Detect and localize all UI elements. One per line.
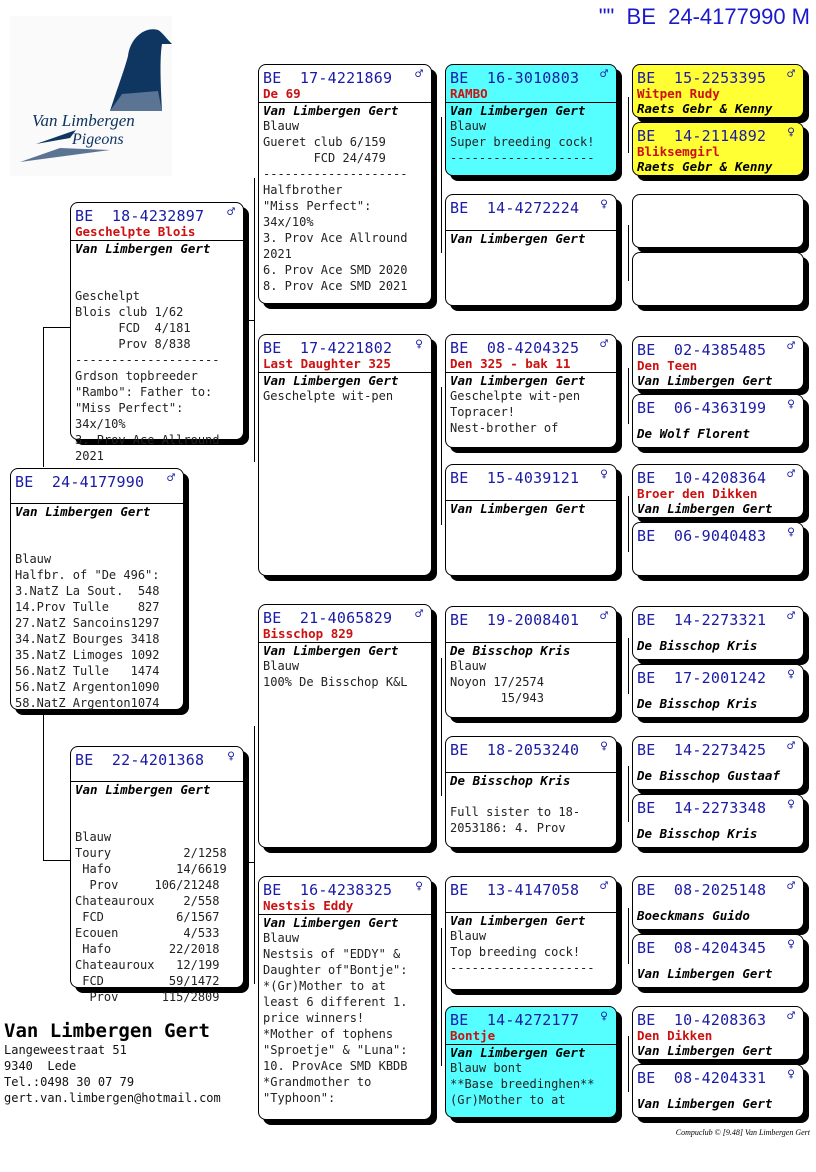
- ancestor-card-gen3-5[interactable]: [445, 606, 617, 718]
- female-icon: ♀: [787, 797, 795, 812]
- ring-number: BE 06-4363199: [637, 399, 767, 417]
- male-icon: ♂: [600, 609, 608, 624]
- male-icon: ♂: [787, 879, 795, 894]
- owner: Van Limbergen Gert: [637, 1043, 773, 1058]
- connector: [43, 327, 71, 328]
- ring-number: BE 18-4232897: [75, 207, 205, 225]
- pigeon-name: Den 325 - bak 11: [450, 356, 571, 371]
- ring-number: BE 08-4204331: [637, 1069, 767, 1087]
- male-icon: ♂: [600, 337, 608, 352]
- female-icon: ♀: [787, 1067, 795, 1082]
- owner: De Bisschop Kris: [637, 826, 758, 841]
- pigeon-name: Bisschop 829: [263, 626, 354, 641]
- svg-text:Van Limbergen: Van Limbergen: [32, 111, 135, 130]
- owner: Van Limbergen Gert: [263, 103, 399, 118]
- city: 9340 Lede: [4, 1059, 77, 1073]
- ancestor-card-gen3-6[interactable]: [445, 736, 617, 848]
- svg-text:Pigeons: Pigeons: [72, 131, 124, 148]
- male-icon: ♂: [787, 67, 795, 82]
- ancestor-card-gen4-11[interactable]: [632, 736, 804, 790]
- female-icon: ♀: [415, 337, 423, 352]
- pigeon-name: Bliksemgirl: [637, 144, 720, 159]
- ring-number: BE 19-2008401: [450, 611, 580, 629]
- ring-number: BE 02-4385485: [637, 341, 767, 359]
- ancestor-card-gen4-3-empty[interactable]: [632, 194, 804, 248]
- notes: Geschelpte wit-pen Topracer! Nest-brother of: [450, 389, 581, 435]
- connector: [628, 908, 629, 964]
- ring-number: BE 08-4204345: [637, 939, 767, 957]
- owner: De Bisschop Gustaaf: [637, 768, 780, 783]
- owner: Van Limbergen Gert: [637, 1096, 773, 1111]
- grandsire-maternal-card[interactable]: [258, 604, 432, 848]
- connector: [244, 320, 254, 321]
- ring-number: BE 21-4065829: [263, 609, 393, 627]
- pigeon-name: RAMBO: [450, 86, 488, 101]
- notes: Blauw Gueret club 6/159 FCD 24/479 -------------------- Halfbrother "Miss Perfect": 34x/10% 3. Prov Ace Allround 2021 6. Prov Ace SMD 2020 8. Prov Ace SMD 2021: [263, 119, 408, 293]
- connector: [43, 327, 44, 467]
- notes: Blauw Super breeding cock! --------------------: [450, 119, 595, 165]
- ring-number: BE 08-2025148: [637, 881, 767, 899]
- ancestor-card-gen3-3[interactable]: [445, 334, 617, 448]
- ring-number: BE 17-4221802: [263, 339, 393, 357]
- ancestor-card-gen3-2[interactable]: [445, 194, 617, 306]
- owner: Van Limbergen Gert: [75, 241, 211, 256]
- connector: [628, 766, 629, 822]
- pigeon-name: Last Daughter 325: [263, 356, 391, 371]
- ancestor-card-gen4-15[interactable]: [632, 1006, 804, 1060]
- pigeon-name: Den Dikken: [637, 1028, 713, 1043]
- owner: Van Limbergen Gert: [450, 1045, 586, 1060]
- male-icon: ♂: [415, 607, 423, 622]
- owner: Van Limbergen Gert: [450, 913, 586, 928]
- software-credit: Compuclub © [9.48] Van Limbergen Gert: [675, 1128, 810, 1137]
- ring-number: BE 16-4238325: [263, 881, 393, 899]
- owner: Van Limbergen Gert: [450, 373, 586, 388]
- connector: [244, 862, 254, 863]
- subject-card[interactable]: [10, 468, 184, 710]
- connector: [43, 860, 71, 861]
- female-icon: ♀: [600, 467, 608, 482]
- phone: Tel.:0498 30 07 79: [4, 1075, 135, 1089]
- grandsire-paternal-card[interactable]: [258, 64, 432, 304]
- ancestor-card-gen4-6[interactable]: [632, 394, 804, 448]
- female-icon: ♀: [600, 739, 608, 754]
- pigeon-name: Broer den Dikken: [637, 486, 758, 501]
- ring-number: BE 14-2273425: [637, 741, 767, 759]
- connector: [628, 496, 629, 552]
- ring-number: BE 15-4039121: [450, 469, 580, 487]
- ancestor-card-gen3-4[interactable]: [445, 464, 617, 576]
- breeder-contact: [4, 1020, 221, 1106]
- address: Langeweestraat 51: [4, 1043, 127, 1057]
- ring-number: BE 17-2001242: [637, 669, 767, 687]
- female-icon: ♀: [787, 525, 795, 540]
- male-icon: ♂: [787, 1009, 795, 1024]
- male-icon: ♂: [167, 471, 175, 486]
- owner: Van Limbergen Gert: [450, 103, 586, 118]
- female-icon: ♀: [787, 397, 795, 412]
- ring-number: BE 17-4221869: [263, 69, 393, 87]
- owner: Raets Gebr & Kenny: [637, 101, 773, 116]
- ancestor-card-gen4-2[interactable]: [632, 122, 804, 176]
- ancestor-card-gen4-10[interactable]: [632, 664, 804, 718]
- male-icon: ♂: [787, 339, 795, 354]
- ancestor-card-gen4-12[interactable]: [632, 794, 804, 848]
- owner: De Bisschop Kris: [637, 696, 758, 711]
- connector: [628, 368, 629, 424]
- ring-number: BE 10-4208363: [637, 1011, 767, 1029]
- pigeon-name: De 69: [263, 86, 301, 101]
- connector: [254, 178, 255, 462]
- granddam-paternal-card[interactable]: [258, 334, 432, 576]
- female-icon: ♀: [227, 749, 235, 764]
- ring-number: BE 14-2114892: [637, 127, 767, 145]
- breeder-name: Van Limbergen Gert: [4, 1020, 210, 1042]
- ring-number: BE 18-2053240: [450, 741, 580, 759]
- owner: De Wolf Florent: [637, 426, 750, 441]
- ancestor-card-gen4-4-empty[interactable]: [632, 252, 804, 306]
- connector: [628, 1036, 629, 1092]
- connector: [254, 726, 255, 984]
- ring-number: BE 06-9040483: [637, 527, 767, 545]
- sire-notes: Geschelpt Blois club 1/62 FCD 4/181 Prov 8/838 -------------------- Grdson topbreeder "Rambo": Father to: "Miss Perfect": 34x/10% 3. Prov Ace Allround 2021: [75, 289, 220, 463]
- female-icon: ♀: [787, 937, 795, 952]
- owner: Van Limbergen Gert: [263, 373, 399, 388]
- dam-card[interactable]: [70, 746, 244, 1004]
- ring-number: BE 14-4272177: [450, 1011, 580, 1029]
- connector: [628, 638, 629, 694]
- male-icon: ♂: [787, 609, 795, 624]
- dam-notes: Blauw Toury 2/1258 Hafo 14/6619 Prov 106/21248 Chateauroux 2/558 FCD 6/1567 Ecouen 4/533 Hafo 22/2018 Chateauroux 12/199 FCD 59/1472 Prov 115/2809: [75, 830, 227, 1004]
- ring-number: BE 10-4208364: [637, 469, 767, 487]
- ancestor-card-gen3-8[interactable]: [445, 1006, 617, 1118]
- notes: Full sister to 18- 2053186: 4. Prov: [450, 805, 581, 835]
- owner: Van Limbergen Gert: [15, 504, 151, 519]
- notes: Blauw Top breeding cock! --------------------: [450, 929, 595, 975]
- sire-card[interactable]: [70, 202, 244, 463]
- ring-number: BE 24-4177990: [15, 473, 145, 491]
- owner: Van Limbergen Gert: [450, 231, 586, 246]
- connector: [441, 928, 442, 1066]
- owner: Van Limbergen Gert: [263, 643, 399, 658]
- male-icon: ♂: [600, 67, 608, 82]
- connector: [441, 117, 442, 253]
- notes: Blauw Nestsis of "EDDY" & Daughter of"Bontje": *(Gr)Mother to at least 6 different 1. price winners! *Mother of tophens "Sproetje" & "Luna": 10. ProvAce SMD KBDB *Grandmother to "Typhoon":: [263, 931, 408, 1105]
- ancestor-card-gen4-7[interactable]: [632, 464, 804, 518]
- female-icon: ♀: [600, 1009, 608, 1024]
- ring-number: BE 08-4204325: [450, 339, 580, 357]
- ancestor-card-gen4-5[interactable]: [632, 336, 804, 390]
- notes: Geschelpte wit-pen: [263, 389, 394, 403]
- logo: [10, 16, 172, 176]
- pedigree-title: "" BE 24-4177990 M: [598, 4, 810, 29]
- owner: De Bisschop Kris: [637, 638, 758, 653]
- owner: Van Limbergen Gert: [637, 373, 773, 388]
- female-icon: ♀: [415, 879, 423, 894]
- owner: Van Limbergen Gert: [450, 501, 586, 516]
- pigeon-name: Bontje: [450, 1028, 496, 1043]
- ring-number: BE 22-4201368: [75, 751, 205, 769]
- connector: [441, 658, 442, 796]
- ring-number: BE 14-2273321: [637, 611, 767, 629]
- notes: Blauw 100% De Bisschop K&L: [263, 659, 408, 689]
- owner: De Bisschop Kris: [450, 773, 571, 788]
- email[interactable]: gert.van.limbergen@hotmail.com: [4, 1091, 221, 1105]
- ancestor-card-gen4-13[interactable]: [632, 876, 804, 930]
- connector: [628, 97, 629, 153]
- owner: Van Limbergen Gert: [75, 782, 211, 797]
- pigeon-name: Geschelpte Blois: [75, 224, 196, 239]
- male-icon: ♂: [787, 467, 795, 482]
- owner: Van Limbergen Gert: [263, 915, 399, 930]
- ring-number: BE 16-3010803: [450, 69, 580, 87]
- male-icon: ♂: [227, 205, 235, 220]
- pigeon-name: Den Teen: [637, 358, 698, 373]
- ancestor-card-gen4-16[interactable]: [632, 1064, 804, 1118]
- ring-number: BE 14-4272224: [450, 199, 580, 217]
- ring-number: BE 13-4147058: [450, 881, 580, 899]
- owner: Raets Gebr & Kenny: [637, 159, 773, 174]
- ancestor-card-gen4-8[interactable]: [632, 522, 804, 576]
- owner: Van Limbergen Gert: [637, 501, 773, 516]
- ring-number: BE 15-2253395: [637, 69, 767, 87]
- pigeon-name: Witpen Rudy: [637, 86, 720, 101]
- ancestor-card-gen4-9[interactable]: [632, 606, 804, 660]
- pigeon-name: Nestsis Eddy: [263, 898, 354, 913]
- female-icon: ♀: [600, 197, 608, 212]
- female-icon: ♀: [787, 125, 795, 140]
- ancestor-card-gen4-14[interactable]: [632, 934, 804, 988]
- notes: Blauw bont **Base breedinghen** (Gr)Mother to at: [450, 1061, 595, 1107]
- ancestor-card-gen3-7[interactable]: [445, 876, 617, 990]
- notes: Blauw Noyon 17/2574 15/943: [450, 659, 544, 705]
- ancestor-card-gen3-1[interactable]: [445, 64, 617, 176]
- connector: [441, 387, 442, 525]
- ring-number: BE 14-2273348: [637, 799, 767, 817]
- female-icon: ♀: [787, 667, 795, 682]
- male-icon: ♂: [787, 739, 795, 754]
- subject-notes: Blauw Halfbr. of "De 496": 3.NatZ La Sout. 548 14.Prov Tulle 827 27.NatZ Sancoins1297 34.NatZ Bourges 3418 35.NatZ Limoges 1092 56.NatZ Tulle 1474 56.NatZ Argenton1090 58.NatZ Argenton1074: [15, 552, 160, 710]
- ancestor-card-gen4-1[interactable]: [632, 64, 804, 118]
- granddam-maternal-card[interactable]: [258, 876, 432, 1120]
- owner: Van Limbergen Gert: [637, 966, 773, 981]
- male-icon: ♂: [415, 67, 423, 82]
- owner: Boeckmans Guido: [637, 908, 750, 923]
- owner: De Bisschop Kris: [450, 643, 571, 658]
- connector: [628, 225, 629, 281]
- male-icon: ♂: [600, 879, 608, 894]
- pigeon-logo-icon: [10, 16, 172, 176]
